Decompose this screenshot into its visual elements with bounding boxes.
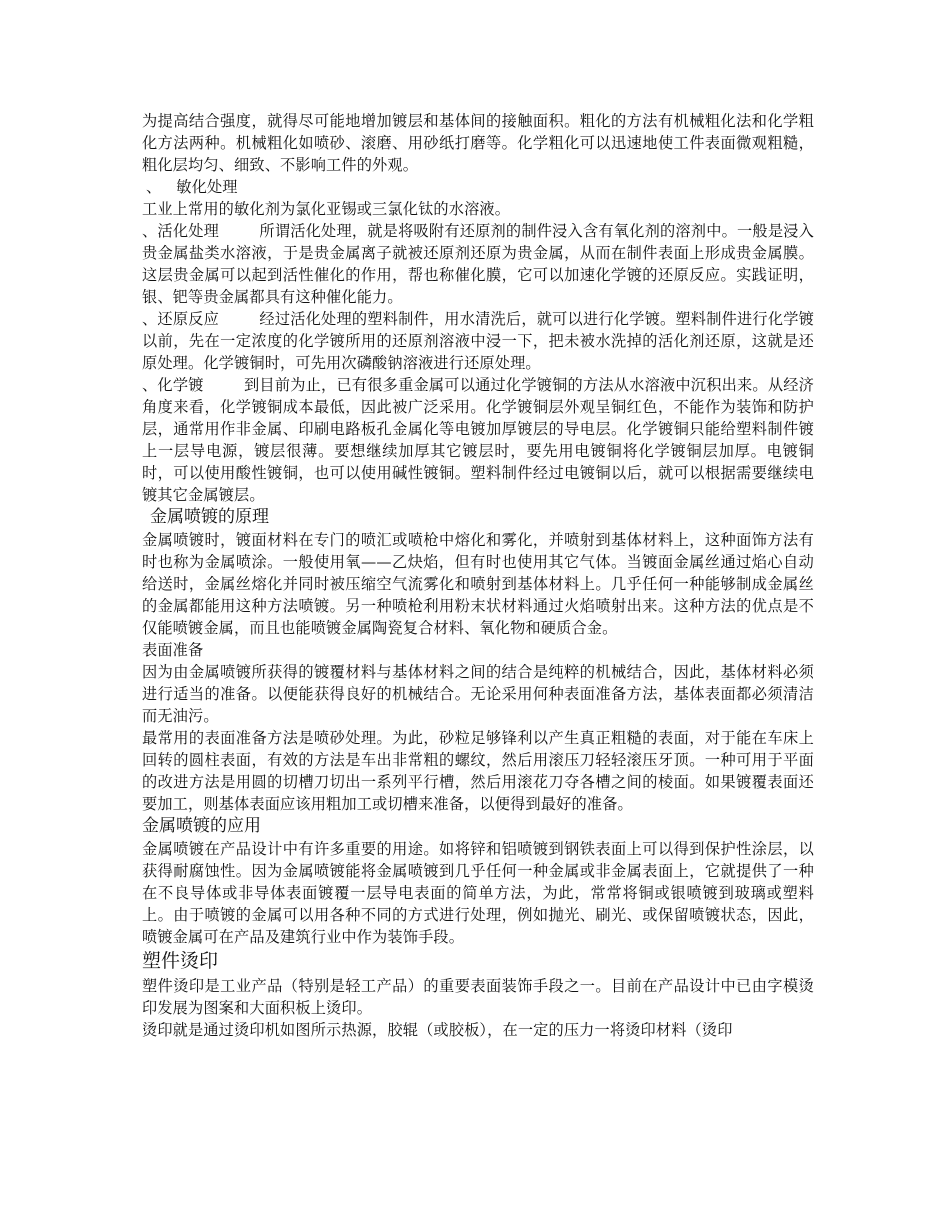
paragraph-surface-prep-1: 因为由金属喷镀所获得的镀覆材料与基体材料之间的结合是纯粹的机械结合，因此，基体材料必须进行适当的准备。以便能获得良好的机械结合。无论采用何种表面准备方法，基体表面都必须清洁而无油污。 <box>142 663 814 725</box>
paragraph-hot-stamping-1: 塑件烫印是工业产品（特别是轻工产品）的重要表面装饰手段之一。目前在产品设计中已由字模烫印发展为图案和大面积板上烫印。 <box>142 977 814 1017</box>
heading-spray-application: 金属喷镀的应用 <box>142 816 261 836</box>
paragraph-chemical-plating: 、化学镀 到目前为止，已有很多重金属可以通过化学镀铜的方法从水溶液中沉积出来。从经济角度来看，化学镀铜成本最低，因此被广泛采用。化学镀铜层外观呈铜红色，不能作为装饰和防护层，通常用作非金属、印刷电路板孔金属化等电镀加厚镀层的导电层。化学镀铜只能给塑料制件镀上一层导电源，镀层很薄。要想继续加厚其它镀层时，要先用电镀铜将化学镀铜层加厚。电镀铜时，可以使用酸性镀铜，也可以使用碱性镀铜。塑料制件经过电镀铜以后，就可以根据需要继续电镀其它金属镀层。 <box>142 376 814 504</box>
paragraph-surface-prep-2: 最常用的表面准备方法是喷砂处理。为此，砂粒足够锋利以产生真正粗糙的表面，对于能在车床上回转的圆柱表面，有效的方法是车出非常粗的螺纹，然后用滚压刀轻轻滚压牙顶。一种可用于平面的改进方法是用圆的切槽刀切出一系列平行槽，然后用滚花刀夺各槽之间的棱面。如果镀覆表面还要加工，则基体表面应该用粗加工或切槽来准备，以便得到最好的准备。 <box>142 729 814 813</box>
heading-sensitization: 、 敏化处理 <box>146 178 238 196</box>
paragraph-sensitizer: 工业上常用的敏化剂为氯化亚锡或三氯化钛的水溶液。 <box>142 200 511 218</box>
paragraph-roughening: 为提高结合强度，就得尽可能地增加镀层和基体间的接触面积。粗化的方法有机械粗化法和化学粗化方法两种。机械粗化如喷砂、滚磨、用砂纸打磨等。化学粗化可以迅速地使工件表面微观粗糙，粗化层均匀、细致、不影响工件的外观。 <box>142 112 814 174</box>
paragraph-reduction: 、还原反应 经过活化处理的塑料制件，用水清洗后，就可以进行化学镀。塑料制件进行化学镀以前，先在一定浓度的化学镀所用的还原剂溶液中浸一下，把未被水洗掉的活化剂还原，这就是还原处理。化学镀铜时，可先用次磷酸钠溶液进行还原处理。 <box>142 310 814 372</box>
paragraph-spray-principle: 金属喷镀时，镀面材料在专门的喷汇或喷枪中熔化和雾化，并喷射到基体材料上，这种面饰方法有时也称为金属喷涂。一般使用氧——乙炔焰，但有时也使用其它气体。当镀面金属丝通过焰心自动给送时，金属丝熔化并同时被压缩空气流雾化和喷射到基体材料上。几乎任何一种能够制成金属丝的金属都能用这种方法喷镀。另一种喷枪利用粉末状材料通过火焰喷射出来。这种方法的优点是不仅能喷镀金属，而且也能喷镀金属陶瓷复合材料、氧化物和硬质合金。 <box>142 531 814 637</box>
document-body <box>142 110 814 1041</box>
paragraph-hot-stamping-2: 烫印就是通过烫印机如图所示热源，胶辊（或胶板），在一定的压力一将烫印材料（烫印 <box>142 1021 733 1039</box>
heading-hot-stamping: 塑件烫印 <box>142 950 219 972</box>
paragraph-activation: 、活化处理 所谓活化处理，就是将吸附有还原剂的制件浸入含有氧化剂的溶剂中。一般是浸入贵金属盐类水溶液，于是贵金属离子就被还原剂还原为贵金属，从而在制件表面上形成贵金属膜。这层贵金属可以起到活性催化的作用，帮也称催化膜，它可以加速化学镀的还原反应。实践证明，银、钯等贵金属都具有这种催化能力。 <box>142 222 814 306</box>
heading-spray-principle: 金属喷镀的原理 <box>150 507 269 527</box>
heading-surface-prep: 表面准备 <box>142 641 204 659</box>
paragraph-spray-application: 金属喷镀在产品设计中有许多重要的用途。如将锌和铝喷镀到钢铁表面上可以得到保护性涂层，以获得耐腐蚀性。因为金属喷镀能将金属喷镀到几乎任何一种金属或非金属表面上，它就提供了一种在不良导体或非导体表面镀覆一层导电表面的简单方法，为此，常常将铜或银喷镀到玻璃或塑料上。由于喷镀的金属可以用各种不同的方式进行处理，例如抛光、刷光、或保留喷镀状态，因此，喷镀金属可在产品及建筑行业中作为装饰手段。 <box>142 840 814 946</box>
